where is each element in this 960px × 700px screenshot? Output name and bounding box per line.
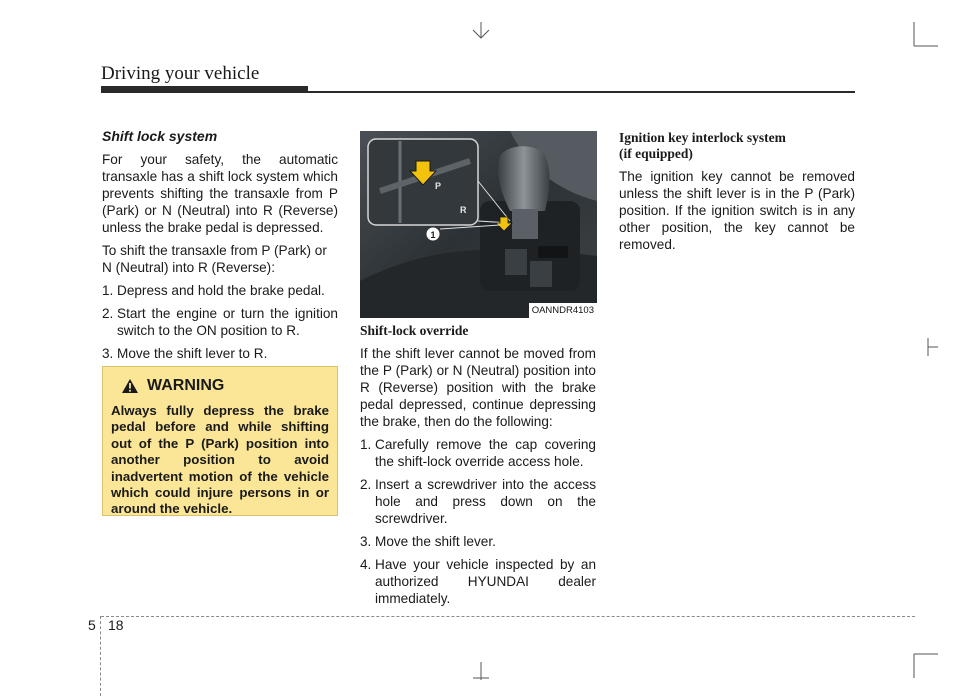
section-heading-ignition [619,130,855,162]
step-text: Carefully remove the cap covering the shift-lock override access hole. [375,437,596,469]
column-shift-lock [102,128,338,368]
step-number: 2. [360,477,372,492]
running-header: Driving your vehicle [101,63,260,84]
figure-code: OANNDR4103 [529,303,597,318]
heading-line: (if equipped) [619,146,693,161]
list-item [102,282,338,299]
list-item [360,556,596,607]
warning-box [102,366,338,516]
step-number: 4. [360,557,372,572]
paragraph: To shift the transaxle from P (Park) or N (Neutral) into R (Reverse): [102,243,327,275]
heading-line: Ignition key interlock system [619,130,786,145]
step-text: Move the shift lever to R. [117,346,268,361]
step-list [102,282,338,362]
step-text: Start the engine or turn the ignition switch to the ON position to R. [117,306,338,338]
list-item [102,345,338,362]
column-ignition-interlock [619,130,855,259]
warning-title: WARNING [147,377,225,394]
step-text: Insert a screwdriver into the access hole and press down on the screwdriver. [375,477,596,526]
shift-lever-illustration [360,131,597,318]
list-item [360,533,596,550]
footer-rule [101,616,915,617]
gear-label-r: R [460,205,467,215]
step-number: 3. [102,346,114,361]
step-number: 1. [360,437,372,452]
warning-text: Always fully depress the brake pedal before and while shifting out of the P (Park) position into another position to avoid inadvertent motion of the vehicle which could injure persons in or around the vehicle. [111,403,329,517]
section-heading-shift-lock: Shift lock system [102,128,218,144]
step-text: Depress and hold the brake pedal. [117,283,325,298]
step-number: 3. [360,534,372,549]
step-number: 1. [102,283,114,298]
paragraph: If the shift lever cannot be moved from the P (Park) or N (Neutral) position into R (Reverse) position with the brake pedal depressed, continue depressing the brake, then do the following: [360,346,596,429]
step-text: Have your vehicle inspected by an authorized HYUNDAI dealer immediately. [375,557,596,606]
step-list [360,436,596,607]
warning-heading [121,377,329,395]
column-shift-lock-override [360,323,596,613]
section-heading-override: Shift-lock override [360,323,469,338]
shift-lever-drawing [360,131,597,318]
header-rule [101,91,855,93]
step-number: 2. [102,306,114,321]
chapter-number: 5 [88,617,96,633]
callout-number: 1 [430,230,436,240]
paragraph: For your safety, the automatic transaxle has a shift lock system which prevents shifting the transaxle from P (Park) or N (Neutral) into R (Reverse) unless the brake pedal is depressed. [102,152,338,235]
step-text: Move the shift lever. [375,534,496,549]
page-number: 18 [108,617,124,633]
list-item [360,436,596,470]
warning-triangle-icon [121,378,139,394]
footer-divider [100,616,101,696]
list-item [102,305,338,339]
paragraph: The ignition key cannot be removed unless the shift lever is in the P (Park) position. If the ignition switch is in any other position, the key cannot be removed. [619,169,855,252]
list-item [360,476,596,527]
gear-label-p: P [435,181,442,191]
